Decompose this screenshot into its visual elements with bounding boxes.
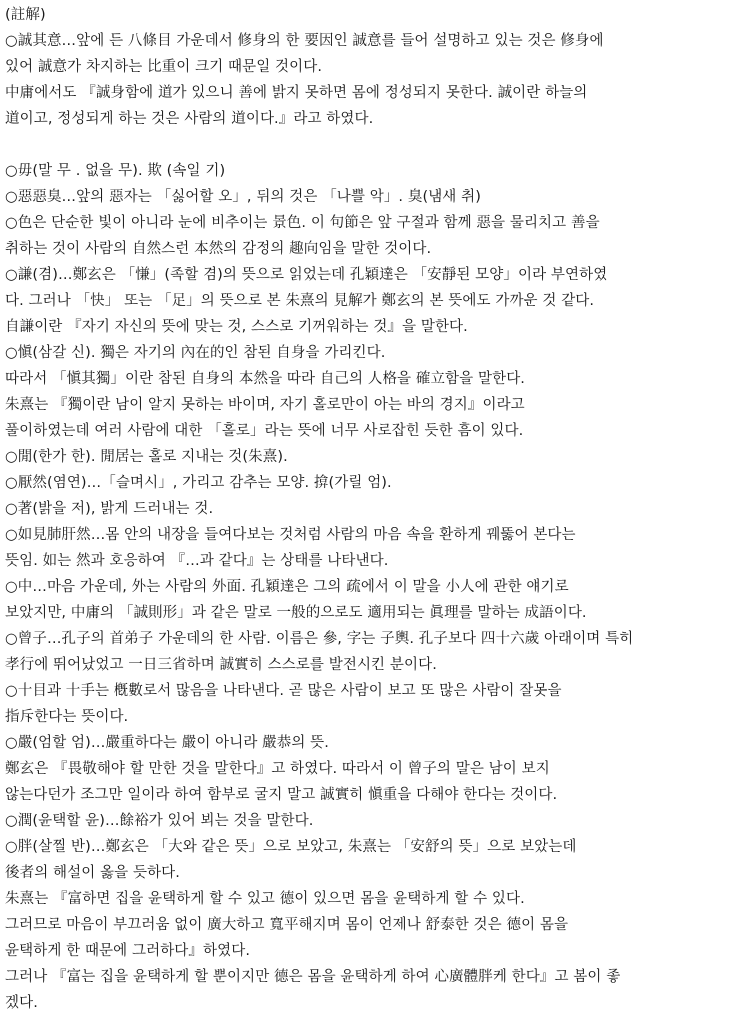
text-line: ○愼(삼갈 신). 獨은 자기의 內在的인 참된 自身을 가리킨다. — [5, 345, 386, 361]
text-line: 취하는 것이 사람의 自然스런 本然의 감정의 趣向임을 말한 것이다. — [5, 241, 432, 257]
text-line: ○中…마음 가운데, 外는 사람의 外面. 孔穎達은 그의 疏에서 이 말을 小人에 관한 얘기로 — [5, 579, 569, 595]
text-line: ○著(밝을 저), 밝게 드러내는 것. — [5, 501, 214, 517]
text-line: ○十目과 十手는 槪數로서 많음을 나타낸다. 곧 많은 사람이 보고 또 많은 사람이 잘못을 — [5, 683, 562, 699]
text-line: 않는다던가 조그만 일이라 하여 함부로 굴지 말고 誠實히 愼重을 다해야 한다는 것이다. — [5, 787, 558, 803]
text-line: ○閒(한가 한). 閒居는 홀로 지내는 것(朱熹). — [5, 449, 288, 465]
commentary-heading: (註解) — [5, 7, 46, 23]
text-line: ○潤(윤택할 윤)…餘裕가 있어 뵈는 것을 말한다. — [5, 813, 314, 829]
text-line: 朱熹는 『富하면 집을 윤택하게 할 수 있고 德이 있으면 몸을 윤택하게 할 수 있다. — [5, 891, 525, 907]
text-line: ○如見肺肝然…몸 안의 내장을 들여다보는 것처럼 사람의 마음 속을 환하게 꿰뚫어 본다는 — [5, 527, 576, 543]
text-line: 朱熹는 『獨이란 남이 알지 못하는 바이며, 자기 홀로만이 아는 바의 경지』이라고 — [5, 397, 525, 413]
text-line: 따라서 「愼其獨」이란 참된 自身의 本然을 따라 自己의 人格을 確立함을 말한다. — [5, 371, 526, 387]
text-line: 그러나 『富는 집을 윤택하게 할 뿐이지만 德은 몸을 윤택하게 하여 心廣體胖케 한다』고 봄이 좋 — [5, 969, 621, 985]
text-line: ○色은 단순한 빛이 아니라 눈에 비추이는 景色. 이 句節은 앞 구절과 함께 惡을 물리치고 善을 — [5, 215, 600, 231]
text-line: 中庸에서도 『誠身함에 道가 있으니 善에 밝지 못하면 몸에 정성되지 못한다. 誠이란 하늘의 — [5, 85, 588, 101]
text-line: 指斥한다는 뜻이다. — [5, 709, 129, 725]
text-line: 있어 誠意가 차지하는 比重이 크기 때문일 것이다. — [5, 59, 323, 75]
text-line: ○謙(겸)…鄭玄은 「慊」(족할 겸)의 뜻으로 읽었는데 孔穎達은 「安靜된 모양」이라 부연하였 — [5, 267, 608, 283]
text-line: ○厭然(염연)…「슬며시」, 가리고 감추는 모양. 揜(가릴 엄). — [5, 475, 392, 491]
text-line: ○胖(살찔 반)…鄭玄은 「大와 같은 뜻」으로 보았고, 朱熹는 「安舒의 뜻」으로 보았는데 — [5, 839, 577, 855]
text-line: ○曾子…孔子의 首弟子 가운데의 한 사람. 이름은 參, 字는 子輿. 孔子보다 四十六歲 아래이며 특히 — [5, 631, 634, 647]
text-line: ○惡惡臭…앞의 惡자는 「싫어할 오」, 뒤의 것은 「나쁠 악」. 臭(냄새 취) — [5, 189, 481, 205]
text-line: ○嚴(엄할 엄)…嚴重하다는 嚴이 아니라 嚴恭의 뜻. — [5, 735, 330, 751]
text-line: 鄭玄은 『畏敬해야 할 만한 것을 말한다』고 하였다. 따라서 이 曾子의 말은 남이 보지 — [5, 761, 550, 777]
text-line: 뜻임. 如는 然과 호응하여 『…과 같다』는 상태를 나타낸다. — [5, 553, 389, 569]
text-line: 겠다. — [5, 995, 38, 1011]
text-line: 다. 그러나 「快」 또는 「足」의 뜻으로 본 朱熹의 見解가 鄭玄의 본 뜻에도 가까운 것 같다. — [5, 293, 595, 309]
text-line: ○誠其意…앞에 든 八條目 가운데서 修身의 한 要因인 誠意를 들어 설명하고 있는 것은 修身에 — [5, 33, 604, 49]
text-line: 孝行에 뛰어났었고 一日三省하며 誠實히 스스로를 발전시킨 분이다. — [5, 657, 437, 673]
text-line: 後者의 해설이 옳을 듯하다. — [5, 865, 180, 881]
text-line: 보았지만, 中庸의 「誠則形」과 같은 말로 一般的으로도 適用되는 眞理를 말하는 成語이다. — [5, 605, 587, 621]
text-line: 自謙이란 『자기 자신의 뜻에 맞는 것, 스스로 기꺼워하는 것』을 말한다. — [5, 319, 468, 335]
text-line: ○毋(말 무 . 없을 무). 欺 (속일 기) — [5, 163, 226, 179]
text-line: 道이고, 정성되게 하는 것은 사람의 道이다.』라고 하였다. — [5, 111, 374, 127]
text-line: 풀이하였는데 여러 사람에 대한 「홀로」라는 뜻에 너무 사로잡힌 듯한 흠이 있다. — [5, 423, 524, 439]
text-line: 그러므로 마음이 부끄러움 없이 廣大하고 寬平해지며 몸이 언제나 舒泰한 것은 德이 몸을 — [5, 917, 569, 933]
text-line: 윤택하게 한 때문에 그러하다』하였다. — [5, 943, 251, 959]
